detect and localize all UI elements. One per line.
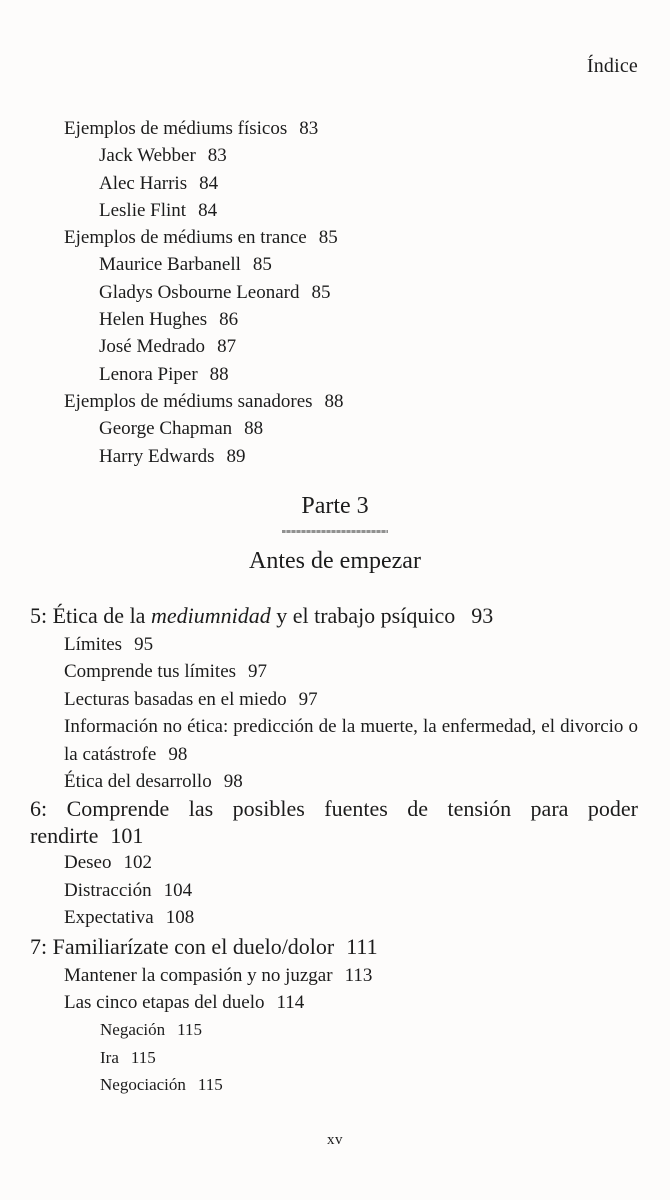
- entry-page: 88: [209, 363, 229, 385]
- chapter-5-heading: [0, 601, 670, 631]
- entry-page: 83: [299, 118, 319, 139]
- toc-entry: [0, 306, 670, 333]
- entry-page: 88: [244, 418, 264, 440]
- entry-page: 85: [311, 281, 331, 303]
- entry-title: Expectativa: [64, 907, 154, 929]
- entry-page: 95: [134, 634, 154, 655]
- entry-page: 98: [223, 770, 243, 792]
- entry-title: Ejemplos de médiums sanadores: [64, 390, 313, 412]
- entry-page: 97: [248, 661, 268, 683]
- entry-title: George Chapman: [99, 418, 233, 440]
- chapter-title-prefix: 5: Ética de la: [30, 603, 151, 628]
- entry-page: 87: [217, 336, 237, 358]
- entry-page: 115: [177, 1020, 203, 1040]
- entry-title: Límites: [64, 634, 123, 655]
- chapter-title: 7: Familiarízate con el duelo/dolor: [30, 933, 335, 959]
- entry-page: 97: [298, 688, 318, 710]
- toc-entry: [0, 279, 670, 306]
- entry-title: Negociación: [100, 1075, 186, 1095]
- part-title: [0, 493, 670, 520]
- toc-entry: [0, 904, 670, 931]
- entry-page: 98: [168, 743, 188, 765]
- toc-entry: [0, 989, 670, 1016]
- entry-title: Ética del desarrollo: [64, 770, 212, 792]
- entry-title: Distracción: [64, 879, 152, 901]
- entry-title: Harry Edwards: [99, 445, 215, 467]
- toc-section-a: [0, 115, 670, 470]
- toc-entry: [0, 251, 670, 278]
- entry-page: 108: [165, 907, 195, 929]
- toc-section-b: [0, 601, 670, 1099]
- toc-entry: [0, 115, 670, 142]
- entry-title: Ira: [100, 1047, 119, 1067]
- part-title-text: Parte 3: [301, 493, 369, 519]
- entry-page: 83: [207, 145, 227, 167]
- entry-page: 104: [163, 879, 193, 901]
- entry-page: 84: [199, 172, 219, 194]
- entry-title: Negación: [100, 1020, 166, 1040]
- entry-title: Las cinco etapas del duelo: [64, 991, 265, 1013]
- entry-title: Gladys Osbourne Leonard: [99, 281, 300, 303]
- entry-title: José Medrado: [99, 336, 206, 358]
- entry-title: Alec Harris: [99, 172, 188, 194]
- entry-page: 85: [318, 227, 338, 249]
- entry-title: Lenora Piper: [99, 363, 198, 385]
- entry-title: Deseo: [64, 852, 112, 874]
- entry-title: Jack Webber: [99, 145, 196, 167]
- running-head: Índice: [586, 55, 638, 77]
- entry-page: 85: [252, 254, 272, 276]
- toc-entry: [0, 686, 670, 713]
- entry-title: Comprende tus límites: [64, 661, 237, 683]
- chapter-6-heading: [0, 795, 670, 849]
- entry-page: 115: [130, 1047, 156, 1067]
- toc-entry: [0, 197, 670, 224]
- chapter-page: 93: [471, 603, 494, 628]
- toc-entry: [0, 443, 670, 470]
- page-number: xv: [327, 1132, 343, 1148]
- entry-title: Información no ética: predicción de la muerte, la enfermedad, el divorcio o la catástrofe: [64, 716, 638, 765]
- toc-entry: [0, 333, 670, 360]
- entry-title: Lecturas basadas en el miedo: [64, 688, 287, 710]
- entry-page: 88: [324, 390, 344, 412]
- entry-title: Ejemplos de médiums en trance: [64, 227, 307, 249]
- entry-title: Helen Hughes: [99, 309, 208, 331]
- toc-entry: [0, 962, 670, 989]
- toc-subentry: [0, 1071, 670, 1098]
- entry-page: 86: [219, 309, 239, 331]
- chapter-page: 111: [346, 933, 378, 959]
- part-subtitle: Antes de empezar: [249, 548, 421, 574]
- toc-subentry: [0, 1044, 670, 1071]
- entry-title: Ejemplos de médiums físicos: [64, 118, 288, 139]
- entry-title: Leslie Flint: [99, 199, 187, 221]
- toc-entry: [0, 658, 670, 685]
- toc-entry: [0, 224, 670, 251]
- toc-entry: [0, 631, 670, 658]
- toc-entry: [0, 170, 670, 197]
- toc-entry: [0, 768, 670, 795]
- entry-title: Maurice Barbanell: [99, 254, 241, 276]
- toc-entry: [0, 142, 670, 169]
- toc-entry-wrapped: [0, 713, 670, 768]
- toc-subentry: [0, 1016, 670, 1043]
- entry-title: Mantener la compasión y no juzgar: [64, 964, 333, 986]
- chapter-title: 6: Comprende las posibles fuentes de tensión para poder rendirte: [30, 796, 638, 849]
- entry-page: 89: [226, 445, 246, 467]
- chapter-7-heading: [0, 932, 670, 962]
- chapter-title-italic: mediumnidad: [150, 603, 271, 628]
- toc-entry: [0, 849, 670, 876]
- entry-page: 113: [344, 964, 373, 986]
- toc-entry: [0, 877, 670, 904]
- entry-page: 114: [276, 991, 305, 1013]
- entry-page: 84: [198, 199, 218, 221]
- toc-entry: [0, 361, 670, 388]
- entry-page: 115: [197, 1075, 223, 1095]
- entry-page: 102: [123, 852, 152, 874]
- part-title-rule: [282, 530, 388, 533]
- chapter-title-suffix: y el trabajo psíquico: [270, 603, 456, 628]
- chapter-page: 101: [110, 823, 144, 849]
- toc-entry: [0, 415, 670, 442]
- toc-entry: [0, 388, 670, 415]
